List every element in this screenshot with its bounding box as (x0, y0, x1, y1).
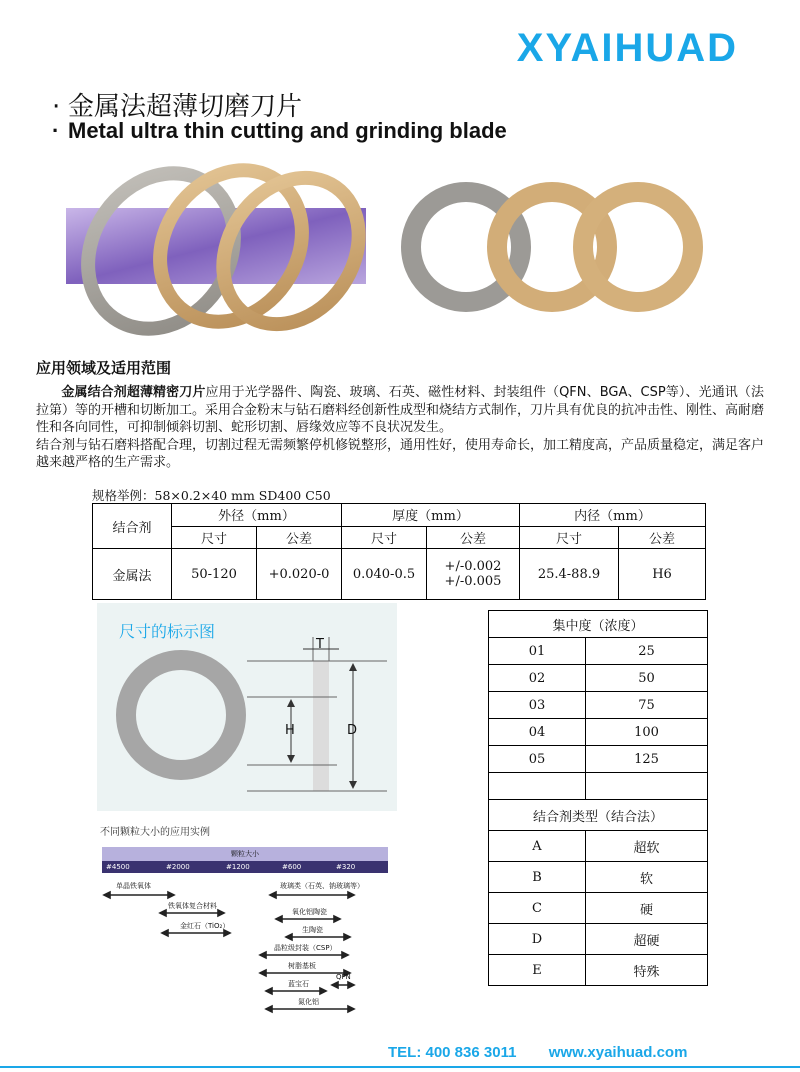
header-inner-diameter: 内径（mm） (520, 504, 706, 527)
grain-item: 蓝宝石 (288, 980, 309, 988)
bond-type-value: 超硬 (586, 924, 708, 955)
subheader-tolerance: 公差 (257, 526, 342, 549)
label-t: T (316, 637, 324, 652)
bond-type-value: 硬 (586, 893, 708, 924)
subheader-tolerance: 公差 (619, 526, 706, 549)
cell-id-size: 25.4-88.9 (520, 549, 619, 600)
concentration-code: 04 (489, 719, 586, 746)
concentration-header: 集中度（浓度） (489, 611, 708, 638)
grain-item: 氮化铝 (298, 998, 319, 1006)
bond-type-code: A (489, 831, 586, 862)
concentration-code: 01 (489, 638, 586, 665)
subheader-tolerance: 公差 (427, 526, 520, 549)
grit-label: #600 (282, 863, 302, 871)
cell-thickness-tol (427, 549, 520, 600)
grain-item: 晶粒级封装（CSP） (274, 944, 337, 952)
title-english (52, 118, 507, 144)
bullet: · (52, 118, 60, 143)
cell-thickness-tol-2: +/-0.005 (444, 574, 502, 589)
product-photo-left (66, 156, 366, 346)
brand-logo: XYAIHUAD (516, 26, 738, 70)
cell-thickness-tol-1: +/-0.002 (444, 559, 502, 574)
bond-type-code: B (489, 862, 586, 893)
grain-size-chart (102, 847, 388, 1022)
footer-contact (388, 1044, 687, 1061)
description-body2: 结合剂与钻石磨料搭配合理，切割过程无需频繁停机修锐整形，通用性好，使用寿命长，加工精度高，产品质量稳定，满足客户越来越严格的生产需求。 (36, 437, 765, 470)
grit-label: #320 (336, 863, 356, 871)
grain-item: 玻璃类（石英、钠玻璃等） (280, 882, 364, 890)
purple-background (66, 208, 366, 284)
grain-item: 树脂基板 (288, 962, 316, 970)
header-thickness: 厚度（mm） (342, 504, 520, 527)
footer-tel: TEL: 400 836 3011 (388, 1044, 517, 1061)
header-bond: 结合剂 (93, 504, 172, 549)
concentration-value: 125 (586, 746, 708, 773)
concentration-code: 02 (489, 665, 586, 692)
title-chinese-text: 金属法超薄切磨刀片 (68, 92, 303, 122)
cell-id-tol: H6 (619, 549, 706, 600)
cell-od-size: 50-120 (172, 549, 257, 600)
grain-item: QFN (336, 973, 351, 981)
subheader-size: 尺寸 (172, 526, 257, 549)
bond-type-code: D (489, 924, 586, 955)
spec-example: 规格举例：58×0.2×40 mm SD400 C50 (92, 488, 331, 503)
bond-type-value: 特殊 (586, 955, 708, 986)
product-photo-right (396, 175, 708, 325)
bullet: · (52, 92, 61, 122)
grain-chart-arrows (102, 873, 388, 1022)
grain-item: 单晶铁氧体 (116, 882, 151, 890)
grit-label: #4500 (106, 863, 130, 871)
bond-type-value: 软 (586, 862, 708, 893)
concentration-value: 75 (586, 692, 708, 719)
footer-rule (0, 1066, 800, 1068)
grain-item: 金红石（TiO₂） (180, 922, 230, 930)
cell-thickness-size: 0.040-0.5 (342, 549, 427, 600)
grit-row (102, 861, 388, 873)
empty-cell (586, 773, 708, 800)
dimension-diagram (97, 603, 397, 811)
blade-side-view (313, 661, 329, 791)
concentration-code: 03 (489, 692, 586, 719)
grit-label: #2000 (166, 863, 190, 871)
ring-figure (126, 660, 236, 770)
side-tables (488, 610, 708, 986)
spec-table (92, 503, 706, 600)
bond-type-value: 超软 (586, 831, 708, 862)
subheader-size: 尺寸 (342, 526, 427, 549)
cell-bond: 金属法 (93, 549, 172, 600)
bond-type-code: E (489, 955, 586, 986)
grain-chart-caption: 不同颗粒大小的应用实例 (100, 827, 210, 838)
grain-chart-header: 颗粒大小 (102, 847, 388, 861)
description-lead: 金属结合剂超薄精密刀片 (61, 385, 206, 400)
description-paragraph (36, 384, 764, 472)
concentration-code: 05 (489, 746, 586, 773)
concentration-value: 25 (586, 638, 708, 665)
grain-item: 氧化铝陶瓷 (292, 908, 327, 916)
subheader-size: 尺寸 (520, 526, 619, 549)
cell-od-tol: +0.020-0 (257, 549, 342, 600)
grain-item: 生陶瓷 (302, 926, 323, 934)
header-outer-diameter: 外径（mm） (172, 504, 342, 527)
grain-item: 铁氧体复合材料 (168, 902, 217, 910)
diagram-title: 尺寸的标示图 (119, 622, 216, 641)
section-heading: 应用领域及适用范围 (36, 359, 172, 377)
concentration-value: 50 (586, 665, 708, 692)
bond-type-code: C (489, 893, 586, 924)
label-h: H (285, 723, 295, 738)
grit-label: #1200 (226, 863, 250, 871)
empty-cell (489, 773, 586, 800)
bond-type-header: 结合剂类型（结合法） (489, 800, 708, 831)
description-body1: 应用于光学器件、陶瓷、玻璃、石英、磁性材料、封装组件（QFN、BGA、CSP等）、光通讯（法拉第）等的开槽和切断加工。采用合金粉末与钻石磨料经创新性成型和烧结方式制作，刀片具有优良的抗冲击性、刚性、高耐磨性和各向同性，可抑制倾斜切割、蛇形切割、唇缘效应等不良状况发生。 (36, 385, 765, 435)
title-english-text: Metal ultra thin cutting and grinding blade (68, 118, 507, 143)
footer-website[interactable]: www.xyaihuad.com (548, 1044, 688, 1061)
label-d: D (347, 723, 358, 738)
concentration-value: 100 (586, 719, 708, 746)
